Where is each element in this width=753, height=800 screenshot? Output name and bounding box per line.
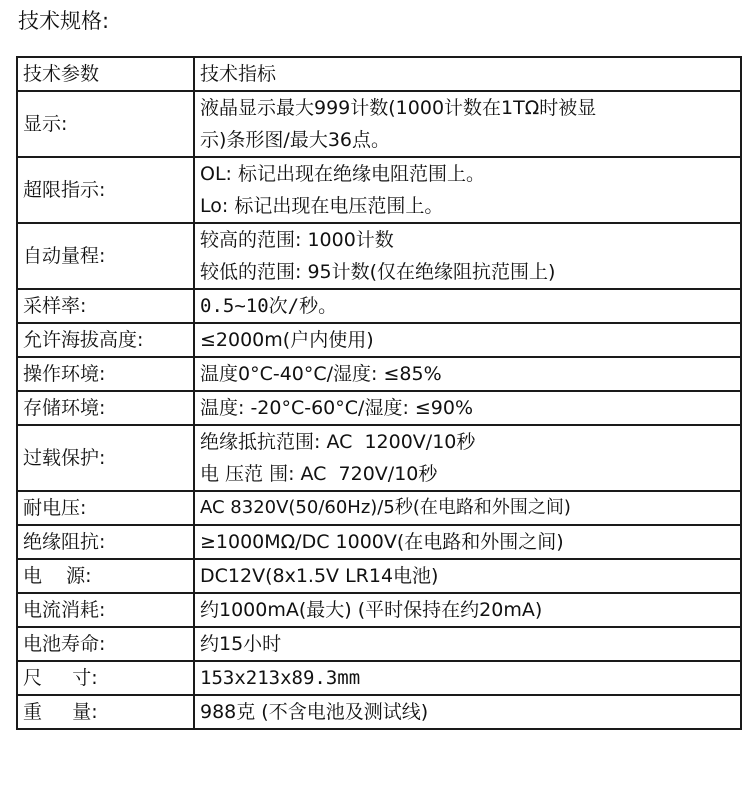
table-row xyxy=(17,593,741,627)
row-param: 耐电压: xyxy=(17,491,194,525)
page-heading: 技术规格: xyxy=(18,9,110,33)
table-row xyxy=(17,91,741,157)
spec-line: 约1000mA(最大) (平时保持在约20mA) xyxy=(200,599,543,621)
spec-line: 较高的范围: 1000计数 xyxy=(200,229,394,251)
row-spec xyxy=(194,425,741,491)
header-spec: 技术指标 xyxy=(194,57,741,91)
spec-line: 较低的范围: 95计数(仅在绝缘阻抗范围上) xyxy=(200,261,556,283)
spec-line: OL: 标记出现在绝缘电阻范围上。 xyxy=(200,163,485,185)
row-param: 采样率: xyxy=(17,289,194,323)
row-param: 绝缘阻抗: xyxy=(17,525,194,559)
table-row xyxy=(17,525,741,559)
row-param: 自动量程: xyxy=(17,223,194,289)
table-row xyxy=(17,157,741,223)
table-header-row xyxy=(17,57,741,91)
spec-line: 0.5~10次/秒。 xyxy=(200,295,338,317)
row-spec xyxy=(194,661,741,695)
row-spec xyxy=(194,627,741,661)
row-spec xyxy=(194,491,741,525)
table-row xyxy=(17,491,741,525)
row-param: 操作环境: xyxy=(17,357,194,391)
row-param: 显示: xyxy=(17,91,194,157)
spec-line: 988克 (不含电池及测试线) xyxy=(200,701,429,723)
spec-line: 约15小时 xyxy=(200,633,282,655)
spec-line: ≥1000MΩ/DC 1000V(在电路和外围之间) xyxy=(200,531,564,553)
table-row xyxy=(17,289,741,323)
row-spec xyxy=(194,323,741,357)
row-param: 存储环境: xyxy=(17,391,194,425)
row-spec xyxy=(194,525,741,559)
table-row xyxy=(17,223,741,289)
row-spec xyxy=(194,223,741,289)
spec-line: DC12V(8x1.5V LR14电池) xyxy=(200,565,439,587)
spec-line: 示)条形图/最大36点。 xyxy=(200,129,390,151)
table-row xyxy=(17,391,741,425)
table-row xyxy=(17,627,741,661)
spec-line: 电 压范 围: AC 720V/10秒 xyxy=(200,463,438,485)
table-row xyxy=(17,425,741,491)
spec-line: AC 8320V(50/60Hz)/5秒(在电路和外围之间) xyxy=(200,497,571,518)
row-spec xyxy=(194,357,741,391)
row-spec xyxy=(194,289,741,323)
spec-line: Lo: 标记出现在电压范围上。 xyxy=(200,195,444,217)
row-param: 过载保护: xyxy=(17,425,194,491)
row-param: 电池寿命: xyxy=(17,627,194,661)
spec-line: 绝缘抵抗范围: AC 1200V/10秒 xyxy=(200,431,476,453)
row-spec xyxy=(194,91,741,157)
spec-line: 温度0°C-40°C/湿度: ≤85% xyxy=(200,363,442,385)
row-param: 尺 寸: xyxy=(17,661,194,695)
spec-line: 153x213x89.3mm xyxy=(200,667,361,689)
row-param: 超限指示: xyxy=(17,157,194,223)
row-spec xyxy=(194,391,741,425)
spec-line: 液晶显示最大999计数(1000计数在1TΩ时被显 xyxy=(200,97,597,119)
table-row xyxy=(17,559,741,593)
row-spec xyxy=(194,593,741,627)
row-param: 重 量: xyxy=(17,695,194,729)
spec-line: ≤2000m(户内使用) xyxy=(200,329,374,351)
row-param: 允许海拔高度: xyxy=(17,323,194,357)
table-row xyxy=(17,357,741,391)
spec-line: 温度: -20°C-60°C/湿度: ≤90% xyxy=(200,397,474,419)
row-spec xyxy=(194,157,741,223)
row-param: 电流消耗: xyxy=(17,593,194,627)
header-param: 技术参数 xyxy=(17,57,194,91)
row-param: 电 源: xyxy=(17,559,194,593)
table-row xyxy=(17,323,741,357)
row-spec xyxy=(194,559,741,593)
spec-table xyxy=(16,56,742,730)
table-row xyxy=(17,661,741,695)
row-spec xyxy=(194,695,741,729)
table-row xyxy=(17,695,741,729)
